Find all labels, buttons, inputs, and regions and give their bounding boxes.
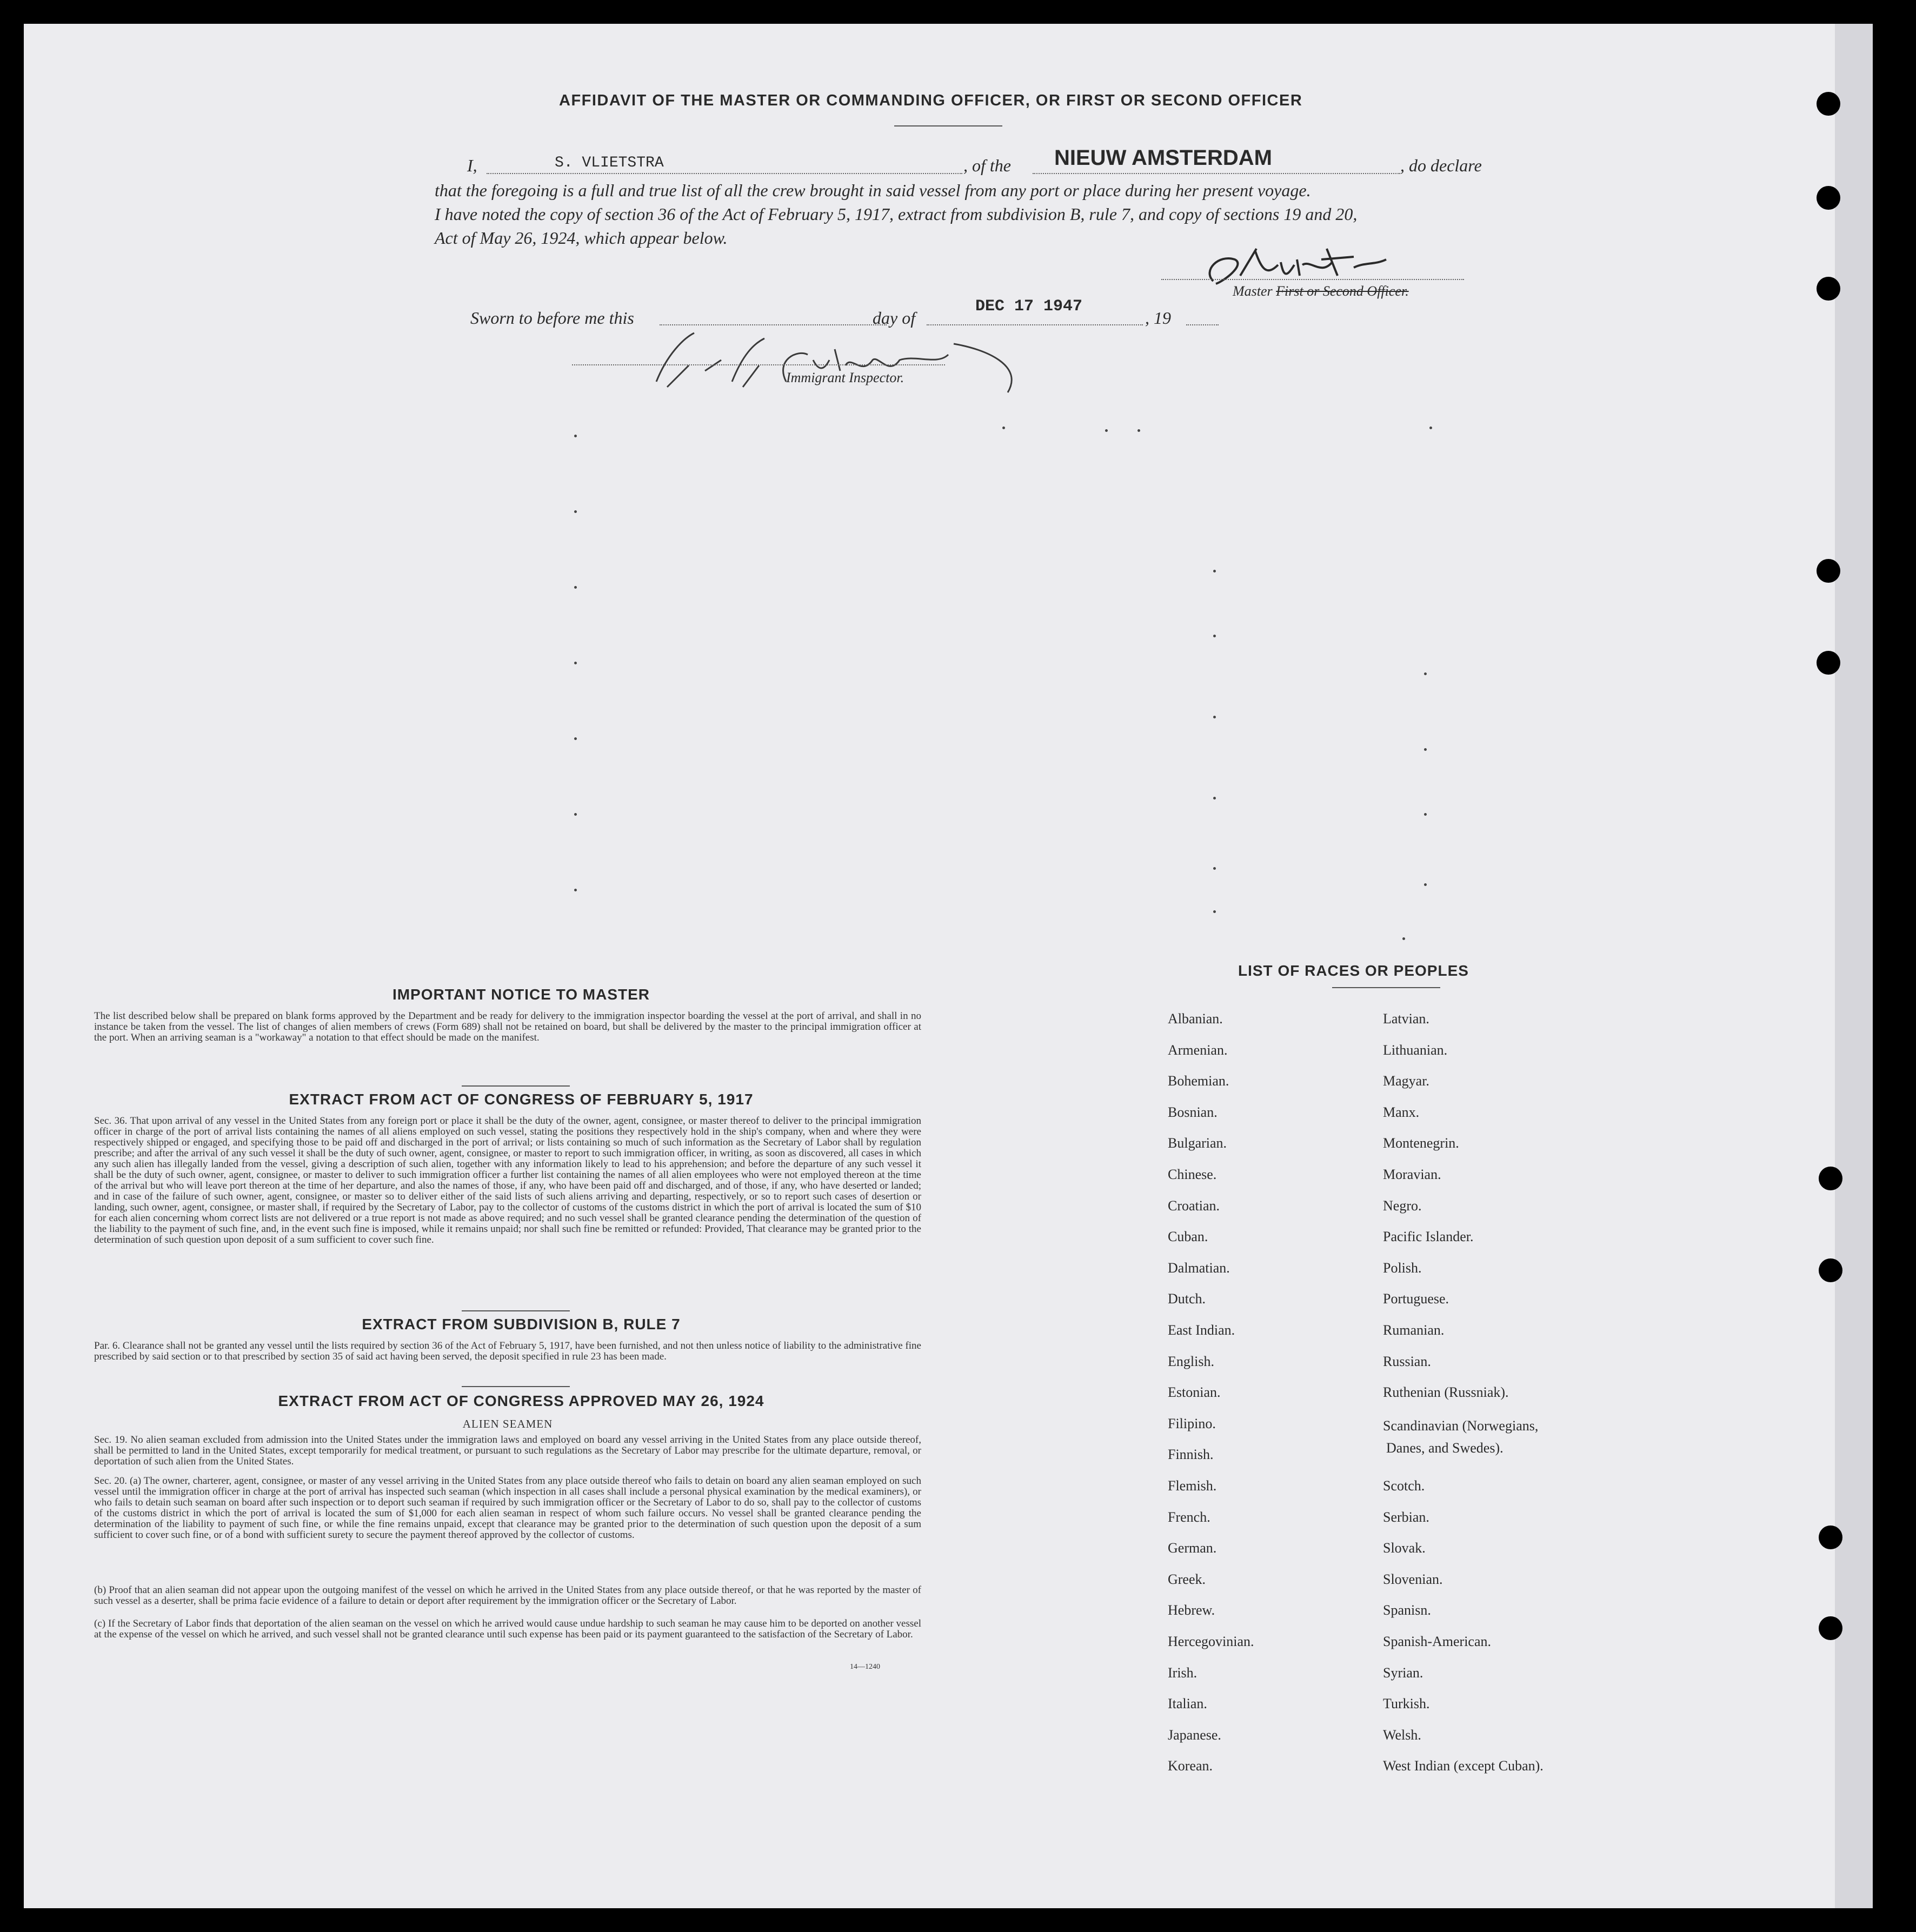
master-caption-prefix: Master (1233, 283, 1273, 299)
faint-mark (574, 662, 577, 664)
declaration-line-3: I have noted the copy of section 36 of the Act of February 5, 1917, extract from subdivision B, rule 7, and copy of sections 19 and 20, (435, 204, 1358, 224)
of-the-label: , of the (963, 156, 1011, 175)
rule-7-body: Par. 6. Clearance shall not be granted any vessel until the lists required by section 36 of the Act of February 5, 1917, have been furnished, and not then unless notice of liability to the administrative fine prescribed by said section or to that prescribed by section 35 of said act having been served, the deposit specified in rule 23 has been made. (94, 1340, 921, 1362)
race-item: Spanish-American. (1383, 1634, 1492, 1649)
faint-mark (574, 586, 577, 589)
faint-mark (1424, 672, 1427, 675)
faint-mark (574, 737, 577, 740)
race-item: Korean. (1168, 1758, 1213, 1774)
race-item: Filipino. (1168, 1416, 1216, 1431)
punch-hole (1819, 1167, 1842, 1190)
race-item: Latvian. (1383, 1011, 1429, 1027)
race-item: Bulgarian. (1168, 1135, 1227, 1151)
extract-1917-rule (462, 1310, 570, 1311)
race-item: Dutch. (1168, 1291, 1206, 1307)
inspector-caption: Immigrant Inspector. (786, 370, 904, 385)
race-item: Turkish. (1383, 1696, 1430, 1711)
race-item: Polish. (1383, 1260, 1422, 1276)
race-item: Manx. (1383, 1104, 1420, 1120)
master-name-field (487, 173, 962, 174)
punch-hole (1819, 1525, 1842, 1549)
faint-mark (1105, 429, 1108, 432)
race-item: Armenian. (1168, 1042, 1228, 1058)
faint-mark (1002, 427, 1005, 429)
punch-hole (1817, 186, 1840, 210)
officer-caption-struck: First or Second Officer. (1276, 283, 1409, 299)
faint-mark (1213, 797, 1216, 800)
race-item: Irish. (1168, 1665, 1198, 1681)
race-item: Chinese. (1168, 1167, 1217, 1182)
faint-mark (1424, 883, 1427, 886)
race-item: Italian. (1168, 1696, 1207, 1711)
race-item: Syrian. (1383, 1665, 1423, 1681)
race-item: Spanisn. (1383, 1602, 1431, 1618)
alien-seamen-subheading: ALIEN SEAMEN (462, 1417, 553, 1430)
inspector-signature-line (572, 364, 945, 365)
faint-mark (574, 889, 577, 891)
race-item: Rumanian. (1383, 1322, 1445, 1338)
race-item: Moravian. (1383, 1167, 1441, 1182)
rule-7-rule (462, 1386, 570, 1387)
race-item: Ruthenian (Russniak). (1383, 1384, 1509, 1400)
races-rule (1332, 987, 1440, 988)
date-stamp: DEC 17 1947 (975, 297, 1083, 316)
race-item: Hebrew. (1168, 1602, 1215, 1618)
extract-1917-body: Sec. 36. That upon arrival of any vessel in the United States from any foreign port or place it shall be the duty of the owner, agent, consignee, or master thereof to deliver to the principal immigration officer in charge of the port of arrival lists containing the names of all aliens employed on such vessel, stating the positions they respectively hold in the ship's company, when and where they were respectively shipped or engaged, and specifying those to be paid off and discharged in the port of arrival; or lists containing so much of such information as the Secretary of Labor shall by regulation prescribe; and after the arrival of any such vessel it shall be the duty of such owner, agent, consignee, or master to report to such immigration officer, in writing, as soon as discovered, all cases in which any such alien has illegally landed from the vessel, giving a description of such alien, together with any information likely to lead to his apprehension; and before the departure of any such vessel it shall be the duty of such owner, agent, consignee, or master to deliver to such immigration officer a further list containing the names of all alien employees who were not employed thereon at the time of the arrival but who will leave port thereon at the time of her departure, and also the names of those, if any, who have been paid off and discharged, and of those, if any, who have deserted or landed; and in case of the failure of such owner, agent, consignee, or master so to deliver either of the said lists of such aliens arriving and departing, respectively, or so to report such cases of desertion or landing, such owner, agent, consignee, or master shall, if required by the Secretary of Labor, pay to the collector of customs of the customs district in which the port of arrival is located the sum of $10 for each alien concerning whom correct lists are not delivered or a true report is not made as above required; and no such vessel shall be granted clearance pending the determination of the question of the liability to the payment of such fine, and, in the event such fine is imposed, while it remains unpaid; nor shall such fine be remitted or refunded: Provided, That clearance may be granted prior to the determination of such question upon deposit of a sum sufficient to cover such fine. (94, 1115, 921, 1245)
sworn-label: Sworn to before me this (470, 308, 634, 328)
day-of-label: day of (873, 308, 916, 328)
faint-mark (1213, 716, 1216, 718)
race-item: Cuban. (1168, 1229, 1208, 1244)
race-item: East Indian. (1168, 1322, 1235, 1338)
notice-body: The list described below shall be prepared on blank forms approved by the Department and be ready for delivery to the immigration inspector boarding the vessel at the port of arrival, and shall in no instance be taken from the vessel. The list of changes of alien members of crews (Form 689) shall not be retained on board, but shall be delivered by the master to the principal immigration officer at the port. When an arriving seaman is a "workaway" a notation to that effect should be made on the manifest. (94, 1010, 921, 1043)
extract-1924-heading: EXTRACT FROM ACT OF CONGRESS APPROVED MAY 26, 1924 (278, 1393, 764, 1409)
race-item: Greek. (1168, 1571, 1206, 1587)
punch-hole (1819, 1258, 1842, 1282)
punch-hole (1817, 651, 1840, 675)
race-item: Finnish. (1168, 1447, 1214, 1462)
faint-mark (574, 813, 577, 816)
faint-mark (1213, 910, 1216, 913)
inspector-signature (635, 322, 1024, 398)
race-item: Serbian. (1383, 1509, 1429, 1525)
race-item: Negro. (1383, 1198, 1422, 1214)
races-heading: LIST OF RACES OR PEOPLES (1238, 962, 1469, 979)
notice-rule (462, 1085, 570, 1087)
declaration-line-4: Act of May 26, 1924, which appear below. (435, 228, 728, 248)
race-item: Scotch. (1383, 1478, 1425, 1494)
affidavit-title: AFFIDAVIT OF THE MASTER OR COMMANDING OFFICER, OR FIRST OR SECOND OFFICER (559, 92, 1303, 109)
race-item: Magyar. (1383, 1073, 1429, 1089)
race-item: Russian. (1383, 1354, 1431, 1369)
race-item: Scandinavian (Norwegians, (1383, 1418, 1539, 1434)
sec-19-body: Sec. 19. No alien seaman excluded from admission into the United States under the immigration laws and employed on board any vessel arriving in the United States from any place outside thereof, shall be permitted to land in the United States, except temporarily for medical treatment, or pursuant to such regulations as the Secretary of Labor may prescribe for the ultimate departure, removal, or deportation of such alien from the United States. (94, 1434, 921, 1467)
form-number: 14—1240 (850, 1663, 880, 1671)
race-item: Slovenian. (1383, 1571, 1443, 1587)
declaration-i-label: I, (467, 156, 477, 175)
notice-heading: IMPORTANT NOTICE TO MASTER (392, 986, 650, 1003)
faint-mark (1137, 429, 1140, 432)
race-item: Bosnian. (1168, 1104, 1218, 1120)
race-item: Lithuanian. (1383, 1042, 1448, 1058)
vessel-name: NIEUW AMSTERDAM (1054, 146, 1272, 170)
race-item: English. (1168, 1354, 1214, 1369)
race-item: West Indian (except Cuban). (1383, 1758, 1544, 1774)
vessel-name-field (1033, 173, 1400, 174)
master-signature-line (1161, 279, 1464, 280)
year-suffix: , 19 (1145, 308, 1171, 328)
race-item: Albanian. (1168, 1011, 1223, 1027)
punch-hole (1819, 1616, 1842, 1640)
faint-mark (1213, 570, 1216, 572)
do-declare-label: , do declare (1400, 156, 1482, 175)
race-item: Flemish. (1168, 1478, 1217, 1494)
faint-mark (1213, 635, 1216, 637)
race-item: Estonian. (1168, 1384, 1221, 1400)
race-item: French. (1168, 1509, 1210, 1525)
race-item: Japanese. (1168, 1727, 1221, 1743)
race-item: German. (1168, 1540, 1217, 1556)
faint-mark (1402, 937, 1405, 940)
race-item: Bohemian. (1168, 1073, 1229, 1089)
faint-mark (1213, 867, 1216, 870)
sec-20b-body: (b) Proof that an alien seaman did not appear upon the outgoing manifest of the vessel on which he arrived in the United States from any place outside thereof, or that he was reported by the master of such vessel as a deserter, shall be prima facie evidence of a failure to detain or deport after requirement by the immigration officer or the Secretary of Labor. (94, 1584, 921, 1607)
punch-hole (1817, 559, 1840, 583)
master-caption (1233, 283, 1409, 299)
year-field (1186, 324, 1219, 325)
document-page (24, 24, 1873, 1908)
race-item: Pacific Islander. (1383, 1229, 1474, 1244)
faint-mark (574, 435, 577, 437)
faint-mark (1429, 427, 1432, 429)
faint-mark (1424, 813, 1427, 816)
race-scandinavian-continued: Danes, and Swedes). (1386, 1440, 1503, 1456)
sec-20c-body: (c) If the Secretary of Labor finds that deportation of the alien seaman on the vessel on which he arrived would cause undue hardship to such seaman he may cause him to be deported on another vessel at the expense of the vessel on which he arrived, and such vessel shall not be granted clearance until such expense has been paid or its payment guaranteed to the satisfaction of the Secretary of Labor. (94, 1618, 921, 1640)
master-name: S. VLIETSTRA (555, 155, 664, 171)
race-item: Welsh. (1383, 1727, 1421, 1743)
punch-hole (1817, 277, 1840, 301)
sec-20a-body: Sec. 20. (a) The owner, charterer, agent, consignee, or master of any vessel arriving in the United States from any place outside thereof who fails to detain on board any alien seaman employed on such vessel until the immigration officer in charge at the port of arrival has inspected such seaman (which inspection in all cases shall include a personal physical examination by the medical examiners), or who fails to detain such seaman on board after such inspection or to deport such seaman if required by such immigration officer or the Secretary of Labor to do so, shall pay to the collector of customs of the customs district in which the port of arrival is located the sum of $1,000 for each alien seaman in respect of whom such failure occurs. No vessel shall be granted clearance pending the determination of the liability to payment of such fine, or while the fine remains unpaid, except that clearance may be granted prior to the determination of such question upon the deposit of a sum sufficient to cover such fine, or of a bond with sufficient surety to secure the payment thereof approved by the collector of customs. (94, 1475, 921, 1541)
punch-hole (1817, 92, 1840, 116)
declaration-line-2: that the foregoing is a full and true list of all the crew brought in said vessel from any port or place during her present voyage. (435, 181, 1311, 200)
race-item: Dalmatian. (1168, 1260, 1230, 1276)
race-item: Portuguese. (1383, 1291, 1449, 1307)
faint-mark (1424, 748, 1427, 751)
title-rule (894, 125, 1002, 126)
faint-mark (574, 510, 577, 513)
race-item: Montenegrin. (1383, 1135, 1459, 1151)
race-item: Croatian. (1168, 1198, 1220, 1214)
extract-1917-heading: EXTRACT FROM ACT OF CONGRESS OF FEBRUARY 5, 1917 (289, 1091, 754, 1108)
rule-7-heading: EXTRACT FROM SUBDIVISION B, RULE 7 (362, 1316, 681, 1333)
race-item: Hercegovinian. (1168, 1634, 1254, 1649)
race-item: Slovak. (1383, 1540, 1426, 1556)
